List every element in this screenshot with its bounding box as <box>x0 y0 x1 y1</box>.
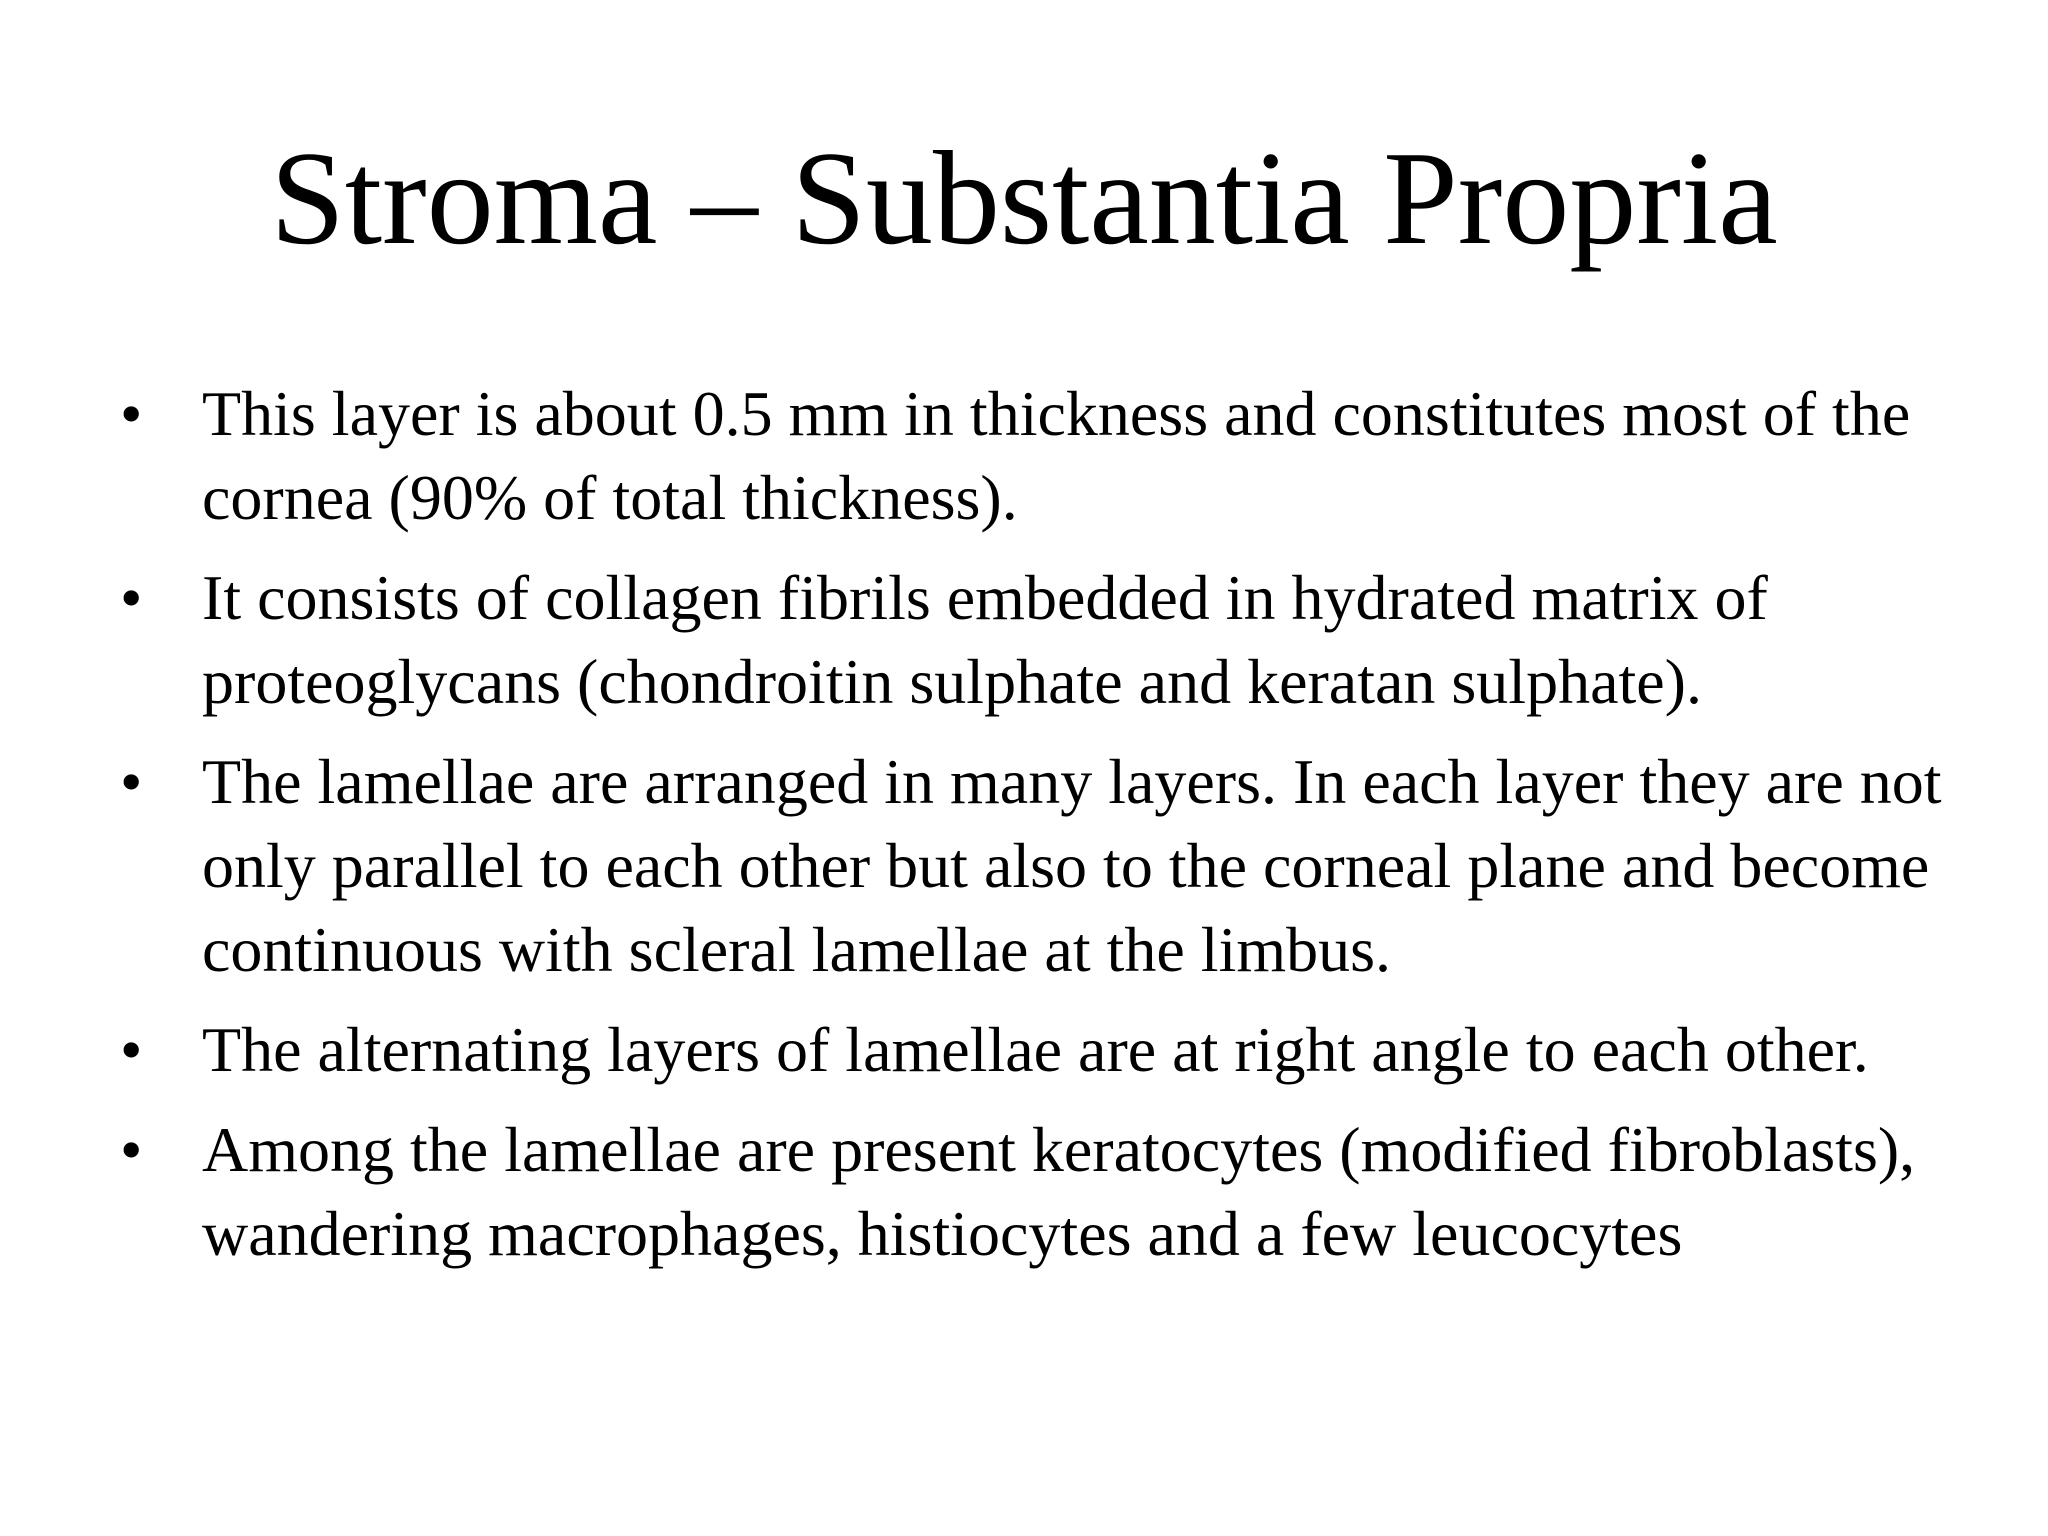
bullet-dot-icon: • <box>120 378 143 449</box>
bullet-item <box>120 1008 1960 1092</box>
bullet-list <box>120 372 1960 1292</box>
bullet-dot-icon: • <box>120 562 143 633</box>
bullet-text: The lamellae are arranged in many layers. In each layer they are not only parallel to each other but also to the corneal plane and become continuous with scleral lamellae at the limbus. <box>202 746 1942 985</box>
bullet-text: It consists of collagen fibrils embedded in hydrated matrix of proteoglycans (chondroitin sulphate and keratan sulphate). <box>202 562 1768 717</box>
bullet-item <box>120 556 1960 724</box>
bullet-item <box>120 1108 1960 1276</box>
bullet-text: Among the lamellae are present keratocytes (modified fibroblasts), wandering macrophages, histiocytes and a few leucocytes <box>202 1114 1916 1269</box>
slide-title: Stroma – Substantia Propria <box>270 124 1778 272</box>
bullet-text: The alternating layers of lamellae are at right angle to each other. <box>202 1014 1869 1085</box>
bullet-item <box>120 372 1960 540</box>
bullet-item <box>120 740 1960 992</box>
bullet-dot-icon: • <box>120 746 143 817</box>
bullet-text: This layer is about 0.5 mm in thickness and constitutes most of the cornea (90% of total thickness). <box>202 378 1911 533</box>
bullet-dot-icon: • <box>120 1114 143 1185</box>
bullet-dot-icon: • <box>120 1014 143 1085</box>
